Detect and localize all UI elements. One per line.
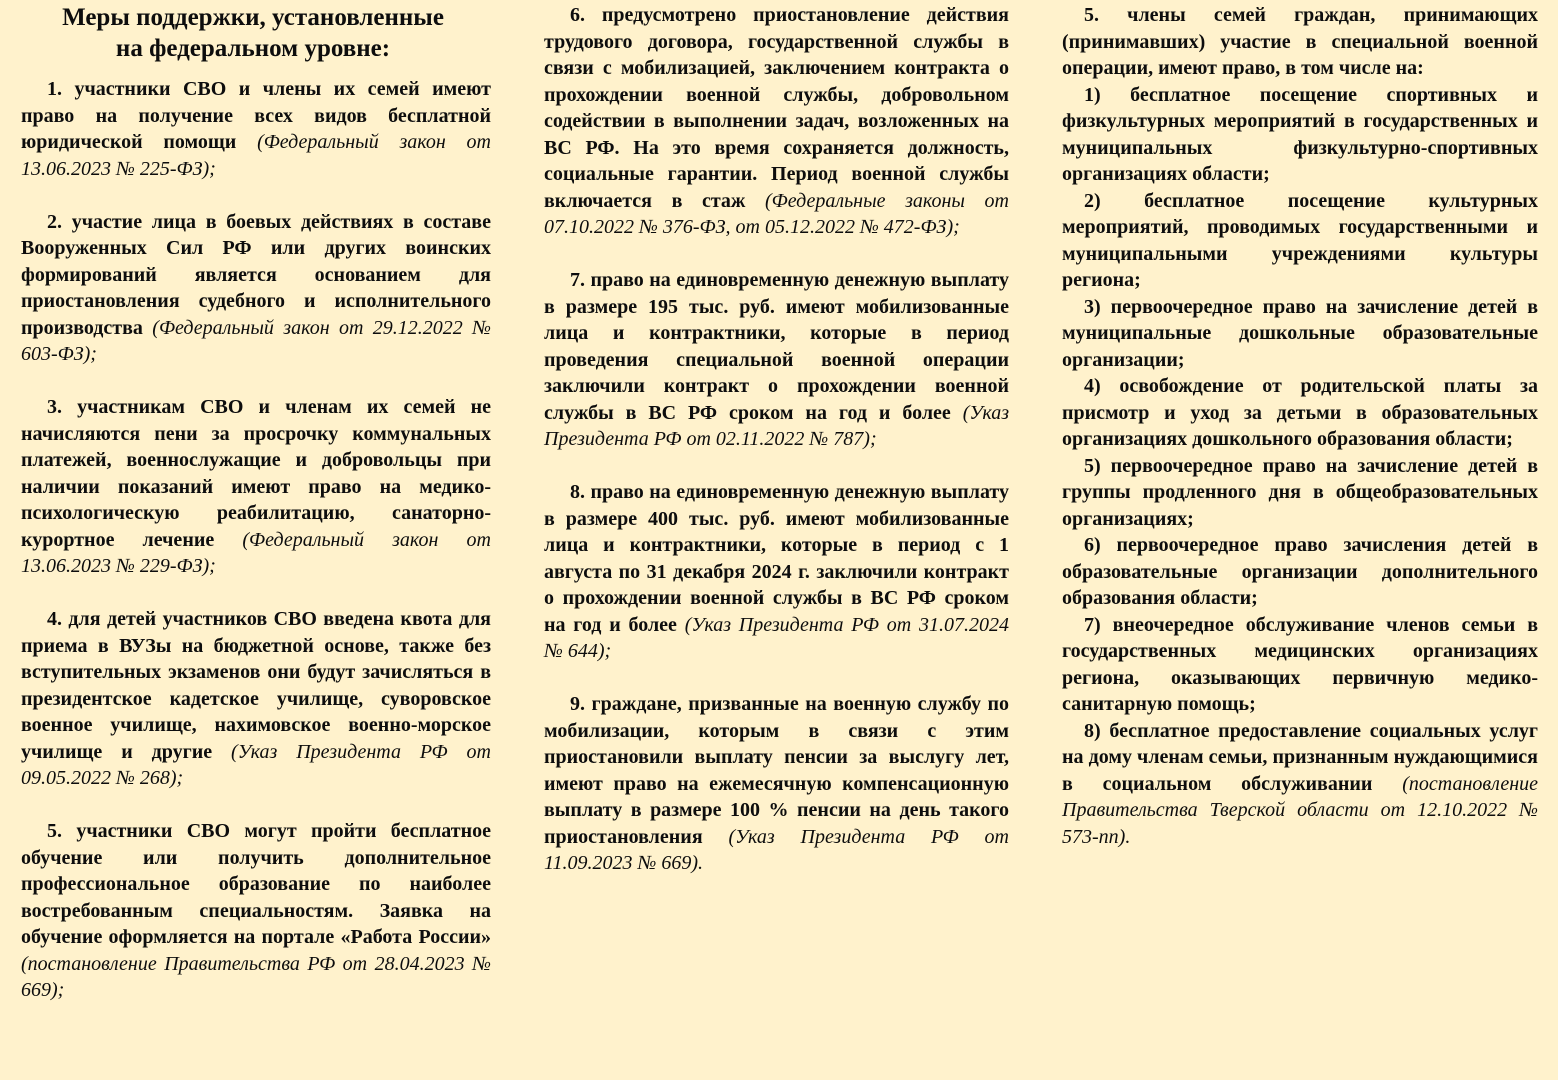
law-reference: (Указ Президента РФ от 11.09.2023 № 669). <box>544 825 1009 874</box>
measure-text: 2. участие лица в боевых действиях в составе Вооруженных Сил РФ или других воинских формирований является основанием для приостановления судебного и исполнительного производства <box>21 210 491 339</box>
support-measure-8 <box>544 479 1009 665</box>
page-title-line-1: Меры поддержки, установленные <box>62 4 444 31</box>
support-measure-2 <box>21 209 491 368</box>
family-right-item-3: 3) первоочередное право на зачисление детей в муниципальные дошкольные образовательные организации; <box>1062 295 1538 371</box>
support-measure-4 <box>21 606 491 792</box>
spacer <box>21 792 491 819</box>
support-measure-3 <box>21 394 491 580</box>
support-measure-7 <box>544 267 1009 453</box>
law-reference: (постановление Правительства Тверской области от 12.10.2022 № 573-пп). <box>1062 772 1538 848</box>
support-measure-9 <box>544 691 1009 877</box>
family-right-item-1: 1) бесплатное посещение спортивных и физкультурных мероприятий в государственных и муниципальных физкультурно-спортивных организациях области; <box>1062 83 1538 185</box>
spacer <box>544 241 1009 268</box>
spacer <box>21 580 491 607</box>
measure-text: 4. для детей участников СВО введена квота для приема в ВУЗы на бюджетной основе, также без вступительных экзаменов они будут зачисляться в президентское кадетское училище, суворовское военное училище, нахимовское военно-морское училище и другие <box>21 608 491 763</box>
family-right-item-4: 4) освобождение от родительской платы за присмотр и уход за детьми в образовательных организациях дошкольного образования области; <box>1062 375 1538 450</box>
family-right-item-6: 6) первоочередное право зачисления детей в образовательные организации дополнительного образования области; <box>1062 534 1538 609</box>
measure-text: 3. участникам СВО и членам их семей не начисляются пени за просрочку коммунальных платежей, военнослужащие и добровольцы при наличии показаний имеют право на медико-психологическую реабилитацию, санаторно-курортное лечение <box>21 396 491 551</box>
support-measure-1 <box>21 76 491 182</box>
measure-text: 9. граждане, призванные на военную службу по мобилизации, которым в связи с этим приостановили выплату пенсии за выслугу лет, имеют право на ежемесячную компенсационную выплату в размере 100 % пенсии на день такого приостановления <box>544 693 1009 848</box>
measure-text: 5. участники СВО могут пройти бесплатное обучение или получить дополнительное профессиональное образование по наиболее востребованным специальностям. Заявка на обучение оформляется на портале «Работа России» <box>21 820 491 948</box>
law-reference: (Федеральные законы от 07.10.2022 № 376-ФЗ, от 05.12.2022 № 472-ФЗ); <box>544 189 1009 238</box>
measure-text: 8. право на единовременную денежную выплату в размере 400 тыс. руб. имеют мобилизованные лица и контрактники, которые в период с 1 августа по 31 декабря 2024 г. заключили контракт о прохождении военной службы в ВС РФ сроком на год и более <box>544 481 1009 636</box>
law-reference: (Указ Президента РФ от 02.11.2022 № 787); <box>544 401 1009 450</box>
law-reference: (Указ Президента РФ от 31.07.2024 № 644); <box>544 613 1009 662</box>
family-right-item-8 <box>1062 718 1538 851</box>
left-column <box>21 0 491 1004</box>
family-right-item-5: 5) первоочередное право на зачисление детей в группы продленного дня в общеобразовательных организациях; <box>1062 454 1538 530</box>
law-reference: (постановление Правительства РФ от 28.04.2023 № 669); <box>21 952 491 1001</box>
spacer <box>21 182 491 209</box>
spacer <box>544 453 1009 480</box>
measure-text: 6. предусмотрено приостановление действия трудового договора, государственной службы в связи с мобилизацией, заключением контракта о прохождении военной службы, добровольном содействии в выполнении задач, возложенных на ВС РФ. На это время сохраняется должность, социальные гарантии. Период военной службы включается в стаж <box>544 4 1009 212</box>
law-reference: (Федеральный закон от 29.12.2022 № 603-ФЗ); <box>21 316 491 365</box>
family-right-item-2: 2) бесплатное посещение культурных мероприятий, проводимых государственными и муниципальными учреждениями культуры региона; <box>1062 189 1538 291</box>
page-title <box>21 2 491 64</box>
middle-column <box>544 0 1009 877</box>
page-title-line-2: на федеральном уровне: <box>115 35 391 62</box>
measure-text: 7. право на единовременную денежную выплату в размере 195 тыс. руб. имеют мобилизованные лица и контрактники, которые в период проведения специальной военной операции заключили контракт о прохождении военной службы в ВС РФ сроком на год и более <box>544 269 1009 424</box>
measure-text: 8) бесплатное предоставление социальных услуг на дому членам семьи, признанным нуждающимися в социальном обслуживании <box>1062 719 1538 795</box>
measure-text: 1. участники СВО и члены их семей имеют право на получение всех видов бесплатной юридической помощи <box>21 78 491 153</box>
spacer <box>21 368 491 395</box>
support-measure-5 <box>21 818 491 1004</box>
spacer <box>544 665 1009 692</box>
law-reference: (Указ Президента РФ от 09.05.2022 № 268); <box>21 740 491 789</box>
support-measure-6 <box>544 2 1009 241</box>
right-column <box>1062 0 1538 850</box>
law-reference: (Федеральный закон от 13.06.2023 № 229-ФЗ); <box>21 528 491 577</box>
family-right-item-7: 7) внеочередное обслуживание членов семьи в государственных медицинских организациях региона, оказывающих первичную медико-санитарную помощь; <box>1062 613 1538 715</box>
family-rights-intro: 5. члены семей граждан, принимающих (принимавших) участие в специальной военной операции, имеют право, в том числе на: <box>1062 4 1538 79</box>
law-reference: (Федеральный закон от 13.06.2023 № 225-ФЗ); <box>21 131 491 180</box>
